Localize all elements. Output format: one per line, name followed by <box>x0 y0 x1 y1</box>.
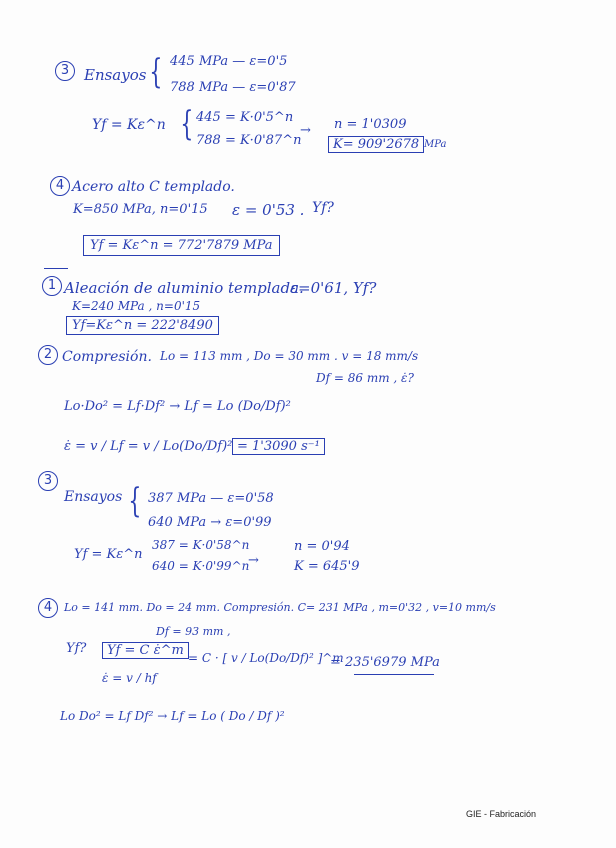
divider <box>44 268 68 269</box>
question: Yf? <box>312 200 334 216</box>
arrow: → <box>300 123 311 138</box>
equation: Yf = Kε^n <box>74 547 143 562</box>
exercise-title: Acero alto C templado. <box>72 179 235 195</box>
boxed-result: Yf = Kε^n = 772'7879 MPa <box>83 235 280 256</box>
result: = 235'6979 MPa <box>330 655 440 670</box>
result: n = 1'0309 <box>334 117 407 132</box>
equation: 640 = K·0'99^n <box>152 559 250 573</box>
exercise-title: Compresión. <box>62 349 152 365</box>
section-label: Ensayos <box>64 489 123 505</box>
question: Yf? <box>66 641 87 656</box>
result: K = 645'9 <box>294 559 360 574</box>
test-row: 387 MPa — ε=0'58 <box>148 491 274 506</box>
given-data: ε = 0'53 . <box>232 201 305 219</box>
equation: = C · [ v / Lo(Do/Df)² ]^m <box>188 651 344 665</box>
equation: Lo Do² = Lf Df² → Lf = Lo ( Do / Df )² <box>60 709 285 723</box>
result: n = 0'94 <box>294 539 350 554</box>
given-data: ε=0'61, Yf? <box>290 279 377 297</box>
given-data: Lo = 113 mm , Do = 30 mm . v = 18 mm/s <box>160 349 419 363</box>
exercise-number: 1 <box>42 276 62 296</box>
brace: { <box>128 481 142 521</box>
given-data: K=850 MPa, n=0'15 <box>73 202 208 217</box>
exercise-number: 3 <box>38 471 58 491</box>
exercise-number: 3 <box>55 61 75 81</box>
exercise-number: 4 <box>38 598 58 618</box>
brace: { <box>149 52 163 92</box>
underline <box>354 674 434 675</box>
equation: Lo·Do² = Lf·Df² → Lf = Lo (Do/Df)² <box>64 399 291 414</box>
equation: 788 = K·0'87^n <box>196 133 302 148</box>
boxed-result: = 1'3090 s⁻¹ <box>232 438 325 455</box>
given-data: K=240 MPa , n=0'15 <box>72 299 201 313</box>
exercise-number: 4 <box>50 176 70 196</box>
given-data: Df = 86 mm , ε̇? <box>316 371 414 385</box>
footer-label: GIE - Fabricación <box>465 809 536 819</box>
unit: MPa <box>424 139 447 150</box>
exercise-number: 2 <box>38 345 58 365</box>
given-data: Lo = 141 mm. Do = 24 mm. Compresión. C= 231 MPa , m=0'32 , v=10 mm/s <box>64 601 496 614</box>
boxed-result: Yf=Kε^n = 222'8490 <box>66 316 219 335</box>
arrow: → <box>248 553 259 568</box>
equation: ε̇ = v / Lf = v / Lo(Do/Df)² <box>64 439 233 454</box>
equation: Yf = Kε^n <box>92 117 166 133</box>
boxed-equation: Yf = C ε̇^m <box>102 642 189 659</box>
equation: 445 = K·0'5^n <box>196 110 294 125</box>
brace: { <box>180 104 194 144</box>
section-label: Ensayos <box>84 66 147 84</box>
boxed-result: K= 909'2678 <box>328 136 424 153</box>
test-row: 640 MPa → ε=0'99 <box>148 515 272 530</box>
exercise-title: Aleación de aluminio templada. <box>64 279 304 297</box>
equation: 387 = K·0'58^n <box>152 538 250 552</box>
equation: ε̇ = v / hf <box>102 671 157 685</box>
test-row: 788 MPa — ε=0'87 <box>170 80 296 95</box>
given-data: Df = 93 mm , <box>156 625 231 638</box>
test-row: 445 MPa — ε=0'5 <box>170 54 288 69</box>
